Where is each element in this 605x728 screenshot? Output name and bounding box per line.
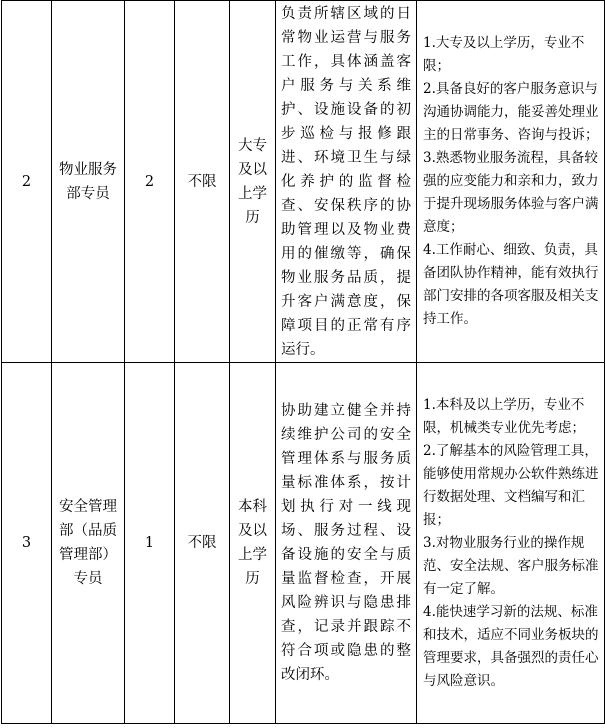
requirement-item: 3.熟悉物业服务流程，具备较强的应变能力和亲和力，致力于提升现场服务体验与客户满意度；	[423, 150, 599, 235]
education: 本科及以上学历	[230, 363, 276, 724]
major: 不限	[175, 1, 230, 363]
requirement-item: 3.对物业服务行业的操作规范、安全法规、客户服务标准有一定了解。	[423, 534, 599, 597]
row-number: 3	[2, 363, 52, 724]
requirement-item: 2.了解基本的风险管理工具，能够使用常规办公软件熟练进行数据处理、文档编写和汇报；	[423, 442, 599, 528]
requirement-item: 2.具备良好的客户服务意识与沟通协调能力，能妥善处理业主的日常事务、咨询与投诉；	[423, 81, 599, 143]
requirement-item: 1.本科及以上学历，专业不限，机械类专业优先考虑；	[423, 396, 585, 436]
education: 大专及以上学历	[230, 1, 276, 363]
table-row	[2, 1, 605, 363]
row-number: 2	[2, 1, 52, 363]
job-requirements	[417, 1, 605, 363]
job-requirements	[417, 363, 605, 724]
position-name: 安全管理部（品质管理部）专员	[52, 363, 125, 724]
position-name: 物业服务部专员	[52, 1, 125, 363]
job-duties: 负责所辖区域的日常物业运营与服务工作，具体涵盖客户服务与关系维护、设施设备的初步巡检与报修跟进、环境卫生与绿化养护的监督检查、安保秩序的协助管理以及物业费用的催缴等，确保物业服务品质，提升客户满意度，保障项目的正常有序运行。	[276, 1, 417, 363]
job-duties: 协助建立健全并持续维护公司的安全管理体系与服务质量标准体系，按计划执行对一线现场、服务过程、设备设施的安全与质量监督检查，开展风险辨识与隐患排查，记录并跟踪不符合项或隐患的整改闭环。	[276, 363, 417, 724]
job-table	[1, 0, 605, 724]
major: 不限	[175, 363, 230, 724]
requirement-item: 4.能快速学习新的法规、标准和技术，适应不同业务板块的管理要求，具备强烈的责任心与风险意识。	[423, 603, 599, 689]
headcount: 2	[125, 1, 175, 363]
table-row	[2, 363, 605, 724]
requirement-item: 4.工作耐心、细致、负责，具备团队协作精神，能有效执行部门安排的各项客服及相关支持工作。	[423, 242, 599, 327]
headcount: 1	[125, 363, 175, 724]
requirement-item: 1.大专及以上学历，专业不限；	[423, 35, 585, 74]
